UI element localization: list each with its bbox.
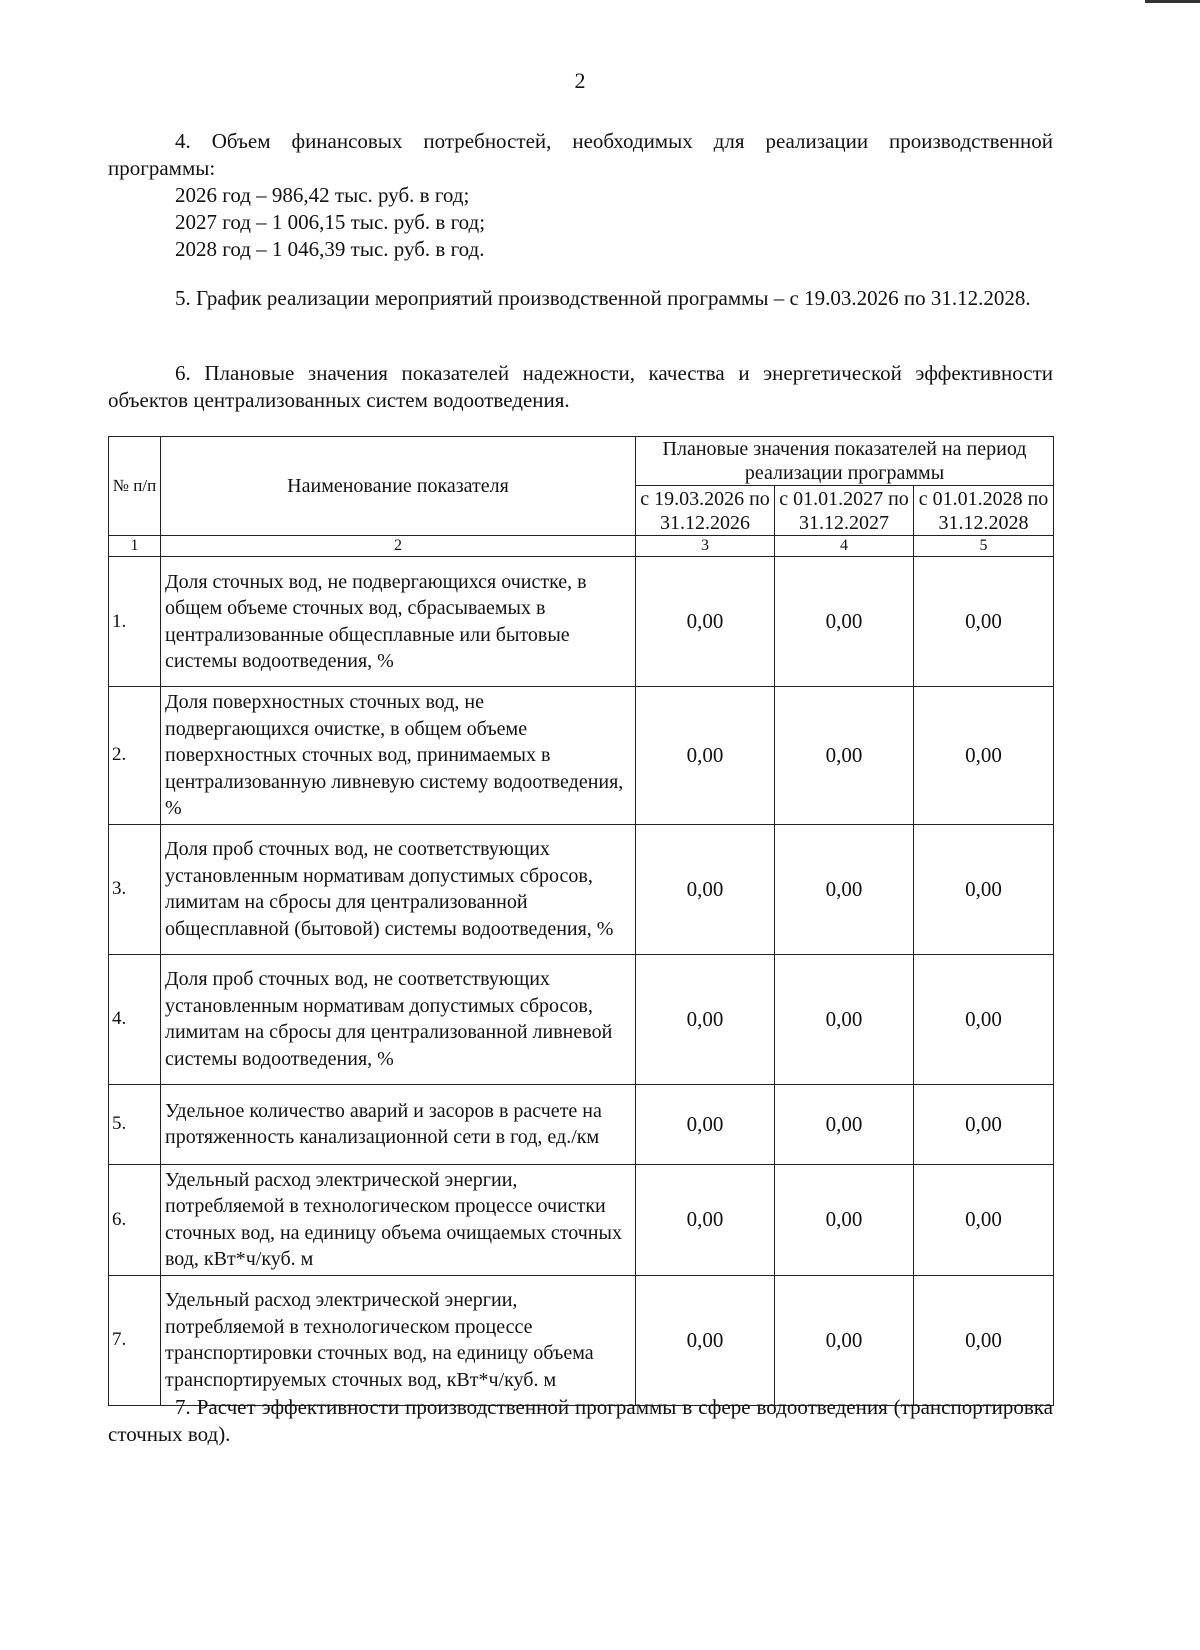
value-2028: 0,00 xyxy=(914,687,1054,825)
row-index: 4. xyxy=(109,954,161,1084)
value-2027: 0,00 xyxy=(775,687,914,825)
value-2026: 0,00 xyxy=(636,1164,775,1275)
table-row xyxy=(109,1164,1054,1275)
page-number: 2 xyxy=(574,68,586,93)
indicators-table xyxy=(108,436,1054,1406)
value-2026: 0,00 xyxy=(636,954,775,1084)
year-2028-amount: 2028 год – 1 046,39 тыс. руб. в год. xyxy=(175,237,485,261)
section-4 xyxy=(108,128,1053,182)
indicator-name: Доля поверхностных сточных вод, не подвергающихся очистке, в общем объеме поверхностных сточных вод, принимаемых в централизованную ливневую систему водоотведения, % xyxy=(161,687,636,825)
scan-edge-mark xyxy=(1145,0,1200,3)
section-5 xyxy=(108,285,1053,312)
value-2026: 0,00 xyxy=(636,687,775,825)
header-period-2: с 01.01.2027 по 31.12.2027 xyxy=(775,486,914,536)
indicator-name: Удельный расход электрической энергии, потребляемой в технологическом процессе транспортировки сточных вод, на единицу объема транспортируемых сточных вод, кВт*ч/куб. м xyxy=(161,1275,636,1405)
col-number-2: 2 xyxy=(161,536,636,557)
row-index: 5. xyxy=(109,1084,161,1164)
value-2028: 0,00 xyxy=(914,954,1054,1084)
value-2027: 0,00 xyxy=(775,1164,914,1275)
table-row xyxy=(109,687,1054,825)
row-index: 7. xyxy=(109,1275,161,1405)
value-2028: 0,00 xyxy=(914,1164,1054,1275)
col-number-1: 1 xyxy=(109,536,161,557)
value-2027: 0,00 xyxy=(775,557,914,687)
section-7-text: 7. Расчет эффективности производственной программы в сфере водоотведения (транспортировка сточных вод). xyxy=(108,1395,1053,1446)
value-2028: 0,00 xyxy=(914,557,1054,687)
value-2026: 0,00 xyxy=(636,557,775,687)
row-index: 6. xyxy=(109,1164,161,1275)
indicator-name: Доля сточных вод, не подвергающихся очистке, в общем объеме сточных вод, сбрасываемых в централизованные общесплавные или бытовые системы водоотведения, % xyxy=(161,557,636,687)
indicator-name: Удельный расход электрической энергии, потребляемой в технологическом процессе очистки сточных вод, на единицу объема очищаемых сточных вод, кВт*ч/куб. м xyxy=(161,1164,636,1275)
value-2027: 0,00 xyxy=(775,954,914,1084)
value-2027: 0,00 xyxy=(775,824,914,954)
value-2027: 0,00 xyxy=(775,1084,914,1164)
table-row xyxy=(109,557,1054,687)
row-index: 3. xyxy=(109,824,161,954)
indicator-name: Удельное количество аварий и засоров в расчете на протяженность канализационной сети в год, ед./км xyxy=(161,1084,636,1164)
header-name: Наименование показателя xyxy=(161,437,636,536)
col-number-5: 5 xyxy=(914,536,1054,557)
row-index: 2. xyxy=(109,687,161,825)
indicator-name: Доля проб сточных вод, не соответствующих установленным нормативам допустимых сбросов, лимитам на сбросы для централизованной общесплавной (бытовой) системы водоотведения, % xyxy=(161,824,636,954)
header-period-1: с 19.03.2026 по 31.12.2026 xyxy=(636,486,775,536)
table-row xyxy=(109,1084,1054,1164)
header-num: № п/п xyxy=(109,437,161,536)
table-row xyxy=(109,824,1054,954)
financial-years-list xyxy=(175,182,485,263)
section-5-text: 5. График реализации мероприятий производственной программы – с 19.03.2026 по 31.12.2028. xyxy=(175,286,1031,310)
section-6-text: 6. Плановые значения показателей надежности, качества и энергетической эффективности объектов централизованных систем водоотведения. xyxy=(108,361,1053,412)
value-2028: 0,00 xyxy=(914,1275,1054,1405)
row-index: 1. xyxy=(109,557,161,687)
section-4-text: 4. Объем финансовых потребностей, необходимых для реализации производственной программы: xyxy=(108,129,1053,180)
value-2026: 0,00 xyxy=(636,1275,775,1405)
value-2026: 0,00 xyxy=(636,824,775,954)
section-7 xyxy=(108,1394,1053,1448)
indicator-name: Доля проб сточных вод, не соответствующих установленным нормативам допустимых сбросов, лимитам на сбросы для централизованной ливневой системы водоотведения, % xyxy=(161,954,636,1084)
year-2027-amount: 2027 год – 1 006,15 тыс. руб. в год; xyxy=(175,210,486,234)
col-number-3: 3 xyxy=(636,536,775,557)
section-6 xyxy=(108,360,1053,414)
table-row xyxy=(109,954,1054,1084)
value-2028: 0,00 xyxy=(914,1084,1054,1164)
table-header-row-1 xyxy=(109,437,1054,486)
table-row xyxy=(109,1275,1054,1405)
header-period-3: с 01.01.2028 по 31.12.2028 xyxy=(914,486,1054,536)
header-group: Плановые значения показателей на период реализации программы xyxy=(636,437,1054,486)
value-2028: 0,00 xyxy=(914,824,1054,954)
year-2026-amount: 2026 год – 986,42 тыс. руб. в год; xyxy=(175,183,470,207)
value-2027: 0,00 xyxy=(775,1275,914,1405)
value-2026: 0,00 xyxy=(636,1084,775,1164)
col-number-4: 4 xyxy=(775,536,914,557)
column-number-row xyxy=(109,536,1054,557)
